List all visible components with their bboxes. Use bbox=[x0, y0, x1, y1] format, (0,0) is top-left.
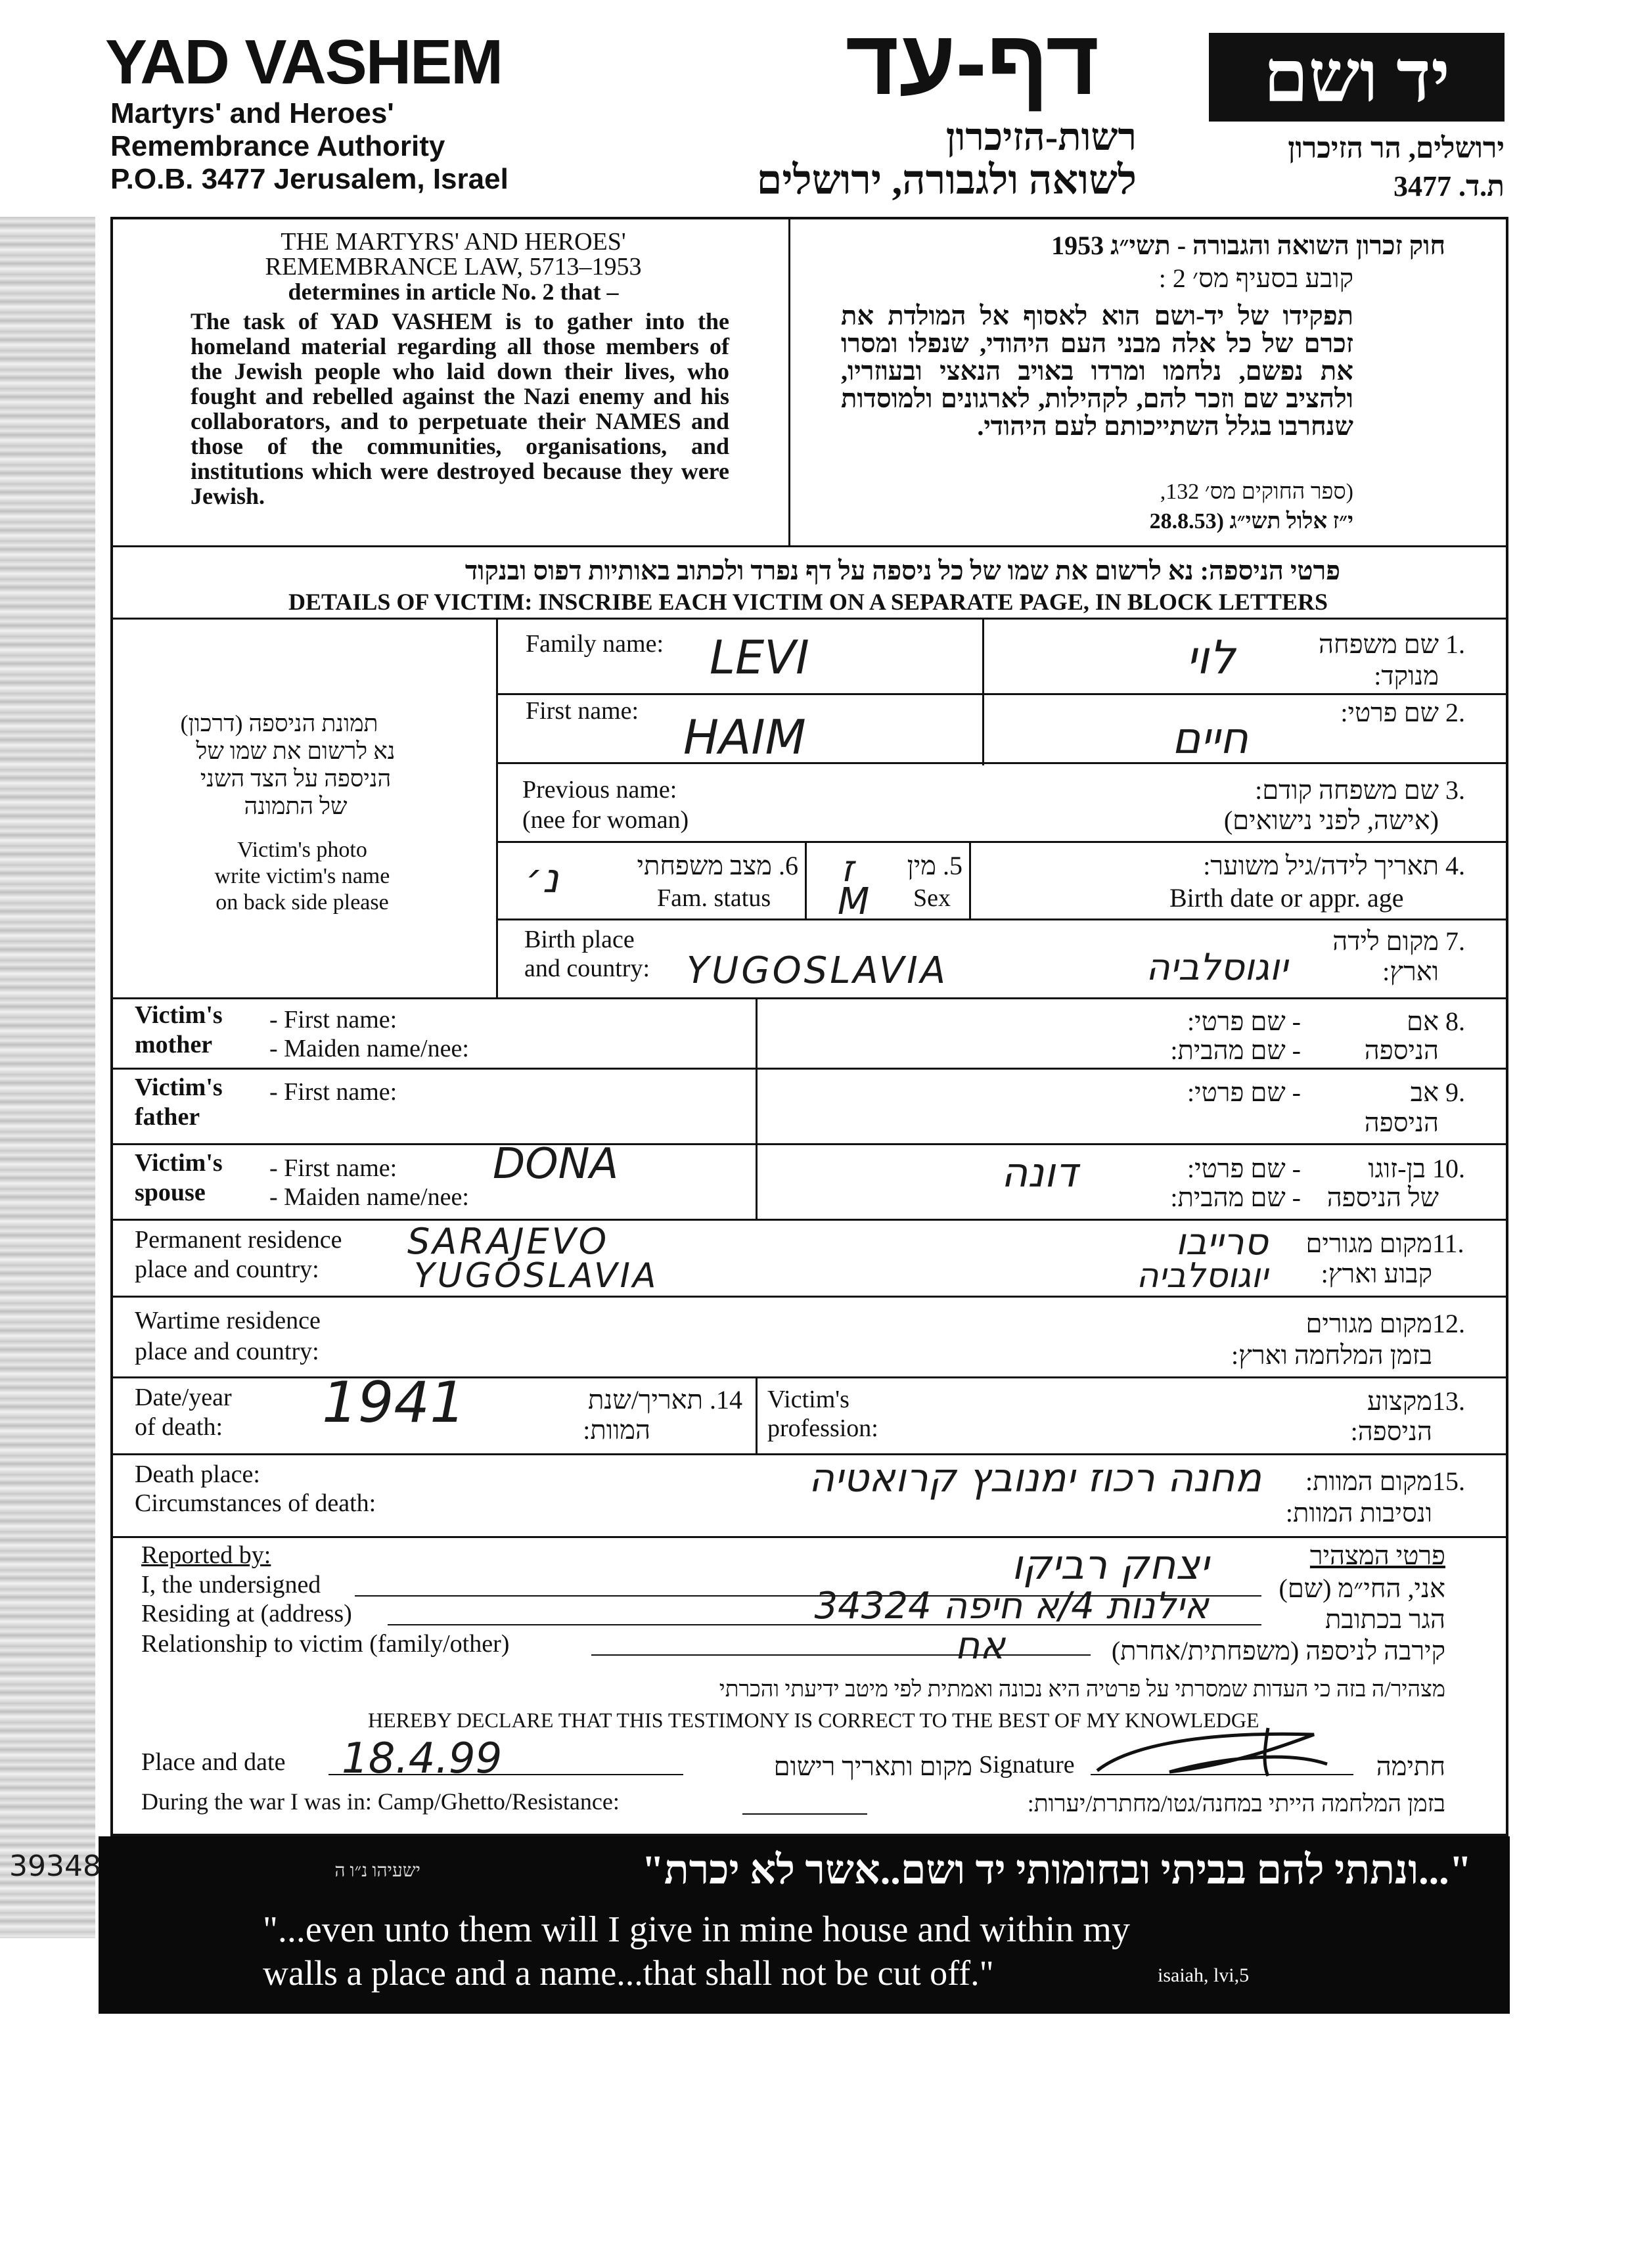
birth-he-num: 4. bbox=[1445, 851, 1465, 880]
row3-rule bbox=[496, 841, 1508, 843]
prof-label1: Victim's bbox=[767, 1386, 849, 1413]
law-he-title1: חוק זכרון השואה והגבורה - תשי״ג 1953 bbox=[1051, 231, 1445, 260]
fam-status-value[interactable]: נ׳ bbox=[526, 854, 559, 902]
family-label: Family name: bbox=[526, 630, 664, 658]
law-en-title2: REMEMBRANCE LAW, 5713–1953 bbox=[265, 253, 642, 281]
spouse-first-label: - First name: bbox=[269, 1154, 397, 1182]
reported-by: Reported by: bbox=[141, 1541, 271, 1569]
row5-rule bbox=[110, 997, 1508, 999]
row1-rule bbox=[496, 693, 1508, 695]
relationship-line bbox=[591, 1654, 1091, 1656]
first-he-value[interactable]: חיים bbox=[1171, 713, 1248, 763]
birth-place-he-label2: וארץ: bbox=[1382, 957, 1439, 986]
org-name: YAD VASHEM bbox=[105, 27, 503, 97]
he-declaration: מצהיר/ה בזה כי העדות שמסרתי על פרטיה היא נכונה ואמתית לפי מיטב ידיעתי והכרתי bbox=[719, 1677, 1445, 1702]
law-he-body: תפקידו של יד-ושם הוא לאסוף אל המולדת את זכרם של כל אלה מבני העם היהודי, שנפלו ומסרו את נפשם, נלחמו ומרדו באויב הנאצי ובעוזריו, ולהציב שם וזכר להם, לקהילות, לארגונים ולמוסדות שנחרבו בגלל השתייכותם לעם היהודי. bbox=[841, 301, 1353, 441]
father-title2: father bbox=[135, 1103, 200, 1131]
first-he-num: 2. bbox=[1445, 698, 1465, 727]
death-place-he-num: 15. bbox=[1432, 1466, 1465, 1496]
spouse-title2: spouse bbox=[135, 1179, 206, 1206]
photo-he-line4: של התמונה bbox=[244, 793, 348, 819]
prev-he-num: 3. bbox=[1445, 775, 1465, 805]
family-he-label2: מנוקד: bbox=[1374, 661, 1439, 691]
relationship-label: Relationship to victim (family/other) bbox=[141, 1630, 510, 1658]
prev-label2: (nee for woman) bbox=[522, 806, 689, 834]
mother-he-title1: אם bbox=[1407, 1007, 1439, 1036]
org-line2: Remembrance Authority bbox=[110, 130, 445, 162]
death-date-label2: of death: bbox=[135, 1413, 223, 1441]
birth-place-he-value[interactable]: יוגוסלביה bbox=[1146, 946, 1288, 989]
place-date-label: Place and date bbox=[141, 1748, 286, 1776]
spouse-he-num: 10. bbox=[1432, 1154, 1465, 1183]
footer-he-quote: "...ונתתי להם בביתי ובחומותי יד ושם..אשר לא יכרת" bbox=[641, 1848, 1472, 1893]
place-date-value[interactable]: 18.4.99 bbox=[342, 1735, 503, 1783]
birth-he-label: תאריך לידה/גיל משוער: bbox=[1203, 851, 1439, 880]
father-he-num: 9. bbox=[1445, 1077, 1465, 1107]
mother-he-first: - שם פרטי: bbox=[1187, 1007, 1301, 1036]
father-first-label: - First name: bbox=[269, 1078, 397, 1106]
reporter-address-value[interactable]: אילנות 4/א חיפה 34324 bbox=[814, 1585, 1209, 1627]
footer-en-quote1: "...even unto them will I give in mine house and within my bbox=[263, 1909, 1130, 1950]
mother-maiden-label: - Maiden name/nee: bbox=[269, 1035, 469, 1062]
father-he-title2: הניספה bbox=[1364, 1108, 1439, 1137]
fields-mid-divider bbox=[982, 618, 984, 696]
birth-place-value[interactable]: YUGOSLAVIA bbox=[687, 949, 949, 992]
perm-value2[interactable]: YUGOSLAVIA bbox=[414, 1256, 659, 1296]
law-he-ref2: י״ז אלול תשי״ג (28.8.53 bbox=[1149, 509, 1353, 533]
document-number: 39348 bbox=[9, 1849, 101, 1883]
perm-he-label1: מקום מגורים bbox=[1305, 1229, 1432, 1258]
mother-he-num: 8. bbox=[1445, 1007, 1465, 1036]
family-he-num: 1. bbox=[1445, 629, 1465, 659]
org-line3: P.O.B. 3477 Jerusalem, Israel bbox=[110, 163, 509, 195]
details-he-heading: פרטי הניספה: נא לרשום את שמו של כל ניספה על דף נפרד ולכתוב באותיות דפוס ובנקוד bbox=[464, 556, 1340, 585]
spouse-he-first: - שם פרטי: bbox=[1187, 1154, 1301, 1183]
law-bottom-rule bbox=[110, 545, 1508, 547]
spouse-maiden-label: - Maiden name/nee: bbox=[269, 1183, 469, 1211]
war-he-label1: מקום מגורים bbox=[1305, 1309, 1432, 1338]
father-title1: Victim's bbox=[135, 1074, 223, 1101]
spouse-he-title1: בן-זוגו bbox=[1368, 1154, 1426, 1183]
row11-rule bbox=[110, 1296, 1508, 1298]
photo-divider bbox=[496, 618, 498, 999]
right-line2: ת.ד. 3477 bbox=[1393, 170, 1505, 202]
spouse-he-title2: של הניספה bbox=[1326, 1183, 1439, 1212]
death-date-value[interactable]: 1941 bbox=[322, 1370, 466, 1436]
father-he-title1: אב bbox=[1410, 1077, 1439, 1107]
details-en-heading: DETAILS OF VICTIM: INSCRIBE EACH VICTIM ON A SEPARATE PAGE, IN BLOCK LETTERS bbox=[288, 589, 1328, 615]
war-he-num: 12. bbox=[1432, 1309, 1465, 1338]
mother-title1: Victim's bbox=[135, 1001, 223, 1029]
center-line1: רשות-הזיכרון bbox=[945, 116, 1137, 158]
perm-label1: Permanent residence bbox=[135, 1226, 342, 1254]
photo-en-line2: write victim's name bbox=[214, 864, 390, 888]
fam-status-he-label: 6. מצב משפחתי bbox=[637, 851, 798, 880]
prof-he-label1: מקצוע bbox=[1367, 1386, 1432, 1416]
during-war-label: During the war I was in: Camp/Ghetto/Resistance: bbox=[141, 1788, 620, 1815]
birth-place-label1: Birth place bbox=[524, 926, 635, 953]
sex-divider bbox=[969, 841, 971, 920]
photo-en-line3: on back side please bbox=[215, 890, 389, 915]
famstat-divider bbox=[805, 841, 807, 920]
row2-rule bbox=[496, 762, 1508, 764]
law-he-ref1: (ספר החוקים מס׳ 132, bbox=[1160, 480, 1353, 504]
family-value[interactable]: LEVI bbox=[710, 631, 809, 685]
footer-en-ref: isaiah, lvi,5 bbox=[1158, 1964, 1250, 1986]
prev-he-label1: שם משפחה קודם: bbox=[1255, 775, 1439, 805]
mother-he-title2: הניספה bbox=[1364, 1035, 1439, 1065]
org-line1: Martyrs' and Heroes' bbox=[110, 97, 394, 129]
photo-he-line2: נא לרשום את שמו של bbox=[196, 738, 396, 764]
birth-place-he-num: 7. bbox=[1445, 926, 1465, 956]
reporter-relation-value[interactable]: אח bbox=[955, 1623, 1005, 1667]
spouse-value[interactable]: DONA bbox=[493, 1140, 619, 1189]
details-rule bbox=[110, 618, 1508, 620]
row9-rule bbox=[110, 1143, 1508, 1145]
reporter-he-title: פרטי המצהיר bbox=[1309, 1541, 1445, 1570]
war-label2: place and country: bbox=[135, 1338, 319, 1365]
death-place-he-label1: מקום המוות: bbox=[1305, 1466, 1432, 1496]
row12-rule bbox=[110, 1376, 1508, 1378]
perm-he-label2: קבוע וארץ: bbox=[1321, 1259, 1432, 1288]
he-place-date: מקום ותאריך רישום bbox=[773, 1752, 972, 1781]
fam-status-label: Fam. status bbox=[657, 884, 771, 912]
first-label: First name: bbox=[526, 697, 639, 725]
death-place-label1: Death place: bbox=[135, 1461, 260, 1488]
spouse-he-value[interactable]: דונה bbox=[1001, 1148, 1077, 1196]
birth-label: Birth date or appr. age bbox=[1169, 883, 1404, 913]
law-en-title3: determines in article No. 2 that – bbox=[288, 279, 619, 305]
spouse-he-maiden: - שם מהבית: bbox=[1170, 1183, 1301, 1212]
prof-he-num: 13. bbox=[1432, 1386, 1465, 1416]
reporter-name-value[interactable]: יצחק רביקו bbox=[1011, 1541, 1209, 1589]
mother-title2: mother bbox=[135, 1031, 213, 1058]
birth-place-label2: and country: bbox=[524, 955, 650, 982]
mother-he-maiden: - שם מהבית: bbox=[1170, 1035, 1301, 1065]
fields-mid-divider-2 bbox=[982, 693, 984, 765]
reporter-he-undersigned: אני, החי״מ (שם) bbox=[1279, 1574, 1445, 1603]
law-he-title2: קובע בסעיף מס׳ 2 : bbox=[1158, 263, 1353, 293]
row4-rule bbox=[496, 919, 1508, 920]
law-en-title1: THE MARTYRS' AND HEROES' bbox=[281, 228, 626, 256]
photo-he-line1: תמונת הניספה (דרכון) bbox=[180, 710, 378, 737]
center-title: דף-עד bbox=[845, 11, 1100, 114]
death-he-label2: המוות: bbox=[583, 1415, 650, 1445]
birth-place-he-label1: מקום לידה bbox=[1332, 926, 1439, 956]
sex-he-value[interactable]: ז bbox=[841, 848, 854, 890]
during-war-line bbox=[742, 1813, 867, 1815]
war-he-label2: בזמן המלחמה וארץ: bbox=[1231, 1340, 1432, 1370]
sex-value[interactable]: M bbox=[838, 880, 870, 923]
footer-he-ref: ישעיהו נ״ו ה bbox=[334, 1861, 420, 1881]
center-line2: לשואה ולגבורה, ירושלים bbox=[756, 158, 1137, 203]
family-he-value[interactable]: לוי bbox=[1186, 631, 1235, 685]
reporter-he-residing: הגר בכתובת bbox=[1325, 1604, 1445, 1634]
sex-he-label: 5. מין bbox=[907, 851, 962, 880]
perm-label2: place and country: bbox=[135, 1256, 319, 1283]
law-divider bbox=[788, 217, 790, 545]
law-en-body: The task of YAD VASHEM is to gather into the homeland material regarding all those members of the Jewish people who laid down their lives, who fought and rebelled against the Nazi enemy and his collaborators, and to perpetuate their NAMES and those of the communities, organisations, and institutions which were destroyed because they were Jewish. bbox=[191, 308, 729, 509]
prof-label2: profession: bbox=[767, 1415, 878, 1442]
prev-he-label2: (אישה, לפני נישואים) bbox=[1223, 805, 1439, 835]
sex-label: Sex bbox=[913, 884, 951, 912]
prev-label1: Previous name: bbox=[522, 776, 677, 804]
signature-scribble[interactable] bbox=[1091, 1718, 1340, 1780]
death-place-he-label2: ונסיבות המוות: bbox=[1285, 1498, 1432, 1528]
signature-label: Signature bbox=[979, 1751, 1075, 1779]
row8-rule bbox=[110, 1068, 1508, 1070]
first-he-label: שם פרטי: bbox=[1340, 698, 1439, 727]
en-declaration: HEREBY DECLARE THAT THIS TESTIMONY IS CORRECT TO THE BEST OF MY KNOWLEDGE bbox=[368, 1708, 1259, 1732]
rows-center-divider bbox=[756, 997, 758, 1221]
first-value[interactable]: HAIM bbox=[683, 710, 806, 765]
residing-label: Residing at (address) bbox=[141, 1600, 352, 1627]
perm-he-value1[interactable]: סרייבו bbox=[1175, 1221, 1268, 1263]
prof-he-label2: הניספה: bbox=[1350, 1417, 1432, 1446]
mother-first-label: - First name: bbox=[269, 1006, 397, 1033]
right-line1: ירושלים, הר הזיכרון bbox=[1288, 132, 1505, 164]
death-prof-divider bbox=[756, 1376, 758, 1455]
he-during-war: בזמן המלחמה הייתי במחנה/גטו/מחתרת/יערות: bbox=[1027, 1790, 1445, 1817]
footer-en-quote2: walls a place and a name...that shall not be cut off." bbox=[263, 1953, 994, 1993]
death-place-he-value[interactable]: מחנה רכוז ימנובץ קרואטיה bbox=[808, 1455, 1261, 1501]
family-he-label: שם משפחה bbox=[1319, 629, 1439, 659]
undersigned-label: I, the undersigned bbox=[141, 1571, 321, 1599]
father-he-first: - שם פרטי: bbox=[1187, 1077, 1301, 1107]
war-label1: Wartime residence bbox=[135, 1307, 321, 1334]
perm-he-value2[interactable]: יוגוסלביה bbox=[1136, 1256, 1268, 1296]
row15-rule bbox=[110, 1536, 1508, 1538]
death-he-label1: 14. תאריך/שנת bbox=[587, 1385, 742, 1415]
death-place-label2: Circumstances of death: bbox=[135, 1489, 376, 1517]
photo-he-line3: הניספה על הצד השני bbox=[200, 765, 392, 792]
perm-he-num: 11. bbox=[1432, 1229, 1464, 1258]
death-date-label1: Date/year bbox=[135, 1384, 232, 1411]
perm-value1[interactable]: SARAJEVO bbox=[407, 1221, 610, 1262]
row10-rule bbox=[110, 1219, 1508, 1221]
spouse-title1: Victim's bbox=[135, 1149, 223, 1177]
photo-en-line1: Victim's photo bbox=[237, 838, 367, 862]
he-signature: חתימה bbox=[1376, 1752, 1445, 1781]
logo-text: יד ושם bbox=[1263, 37, 1450, 117]
scan-shadow bbox=[0, 217, 95, 1938]
reporter-he-relationship: קירבה לניספה (משפחתית/אחרת) bbox=[1111, 1636, 1445, 1666]
